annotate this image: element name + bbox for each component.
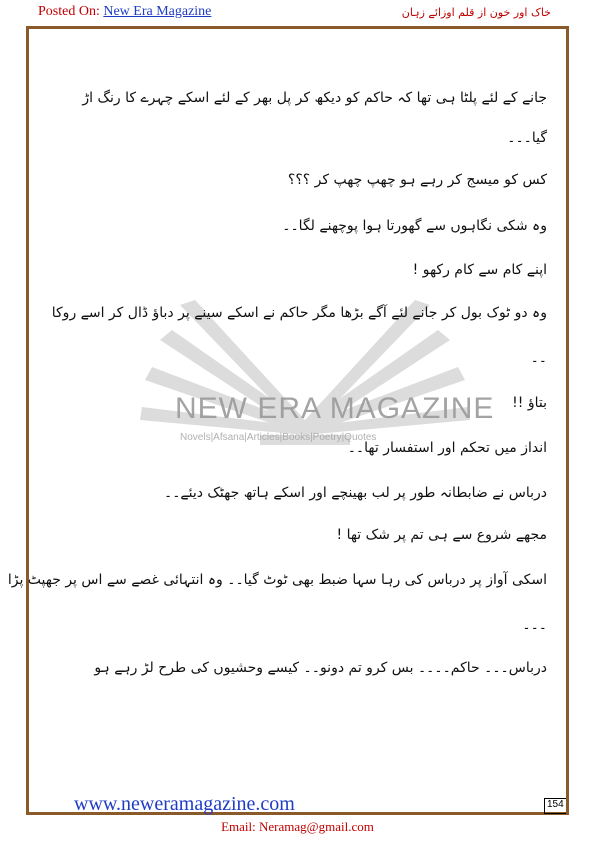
story-line: وہ شکی نگاہوں سے گھورتا ہوا پوچھنے لگا۔۔ bbox=[282, 218, 547, 234]
contact-email[interactable]: Email: Neramag@gmail.com bbox=[221, 819, 374, 834]
story-line: انداز میں تحکم اور استفسار تھا۔۔ bbox=[347, 440, 547, 456]
story-line: مجھے شروع سے ہی تم پر شک تھا ! bbox=[336, 527, 547, 543]
story-line: اپنے کام سے کام رکھو ! bbox=[412, 262, 547, 278]
story-line: اسکی آواز پر درباس کی رہا سہا ضبط بھی ٹوٹ گیا۔۔ وہ انتہائی غصے سے اس پر جھپٹ پڑا bbox=[7, 572, 547, 588]
story-line: درباس۔۔۔ حاکم۔۔۔۔ بس کرو تم دونو۔۔ کیسے وحشیوں کی طرح لڑ رہے ہو bbox=[94, 660, 547, 676]
story-line: جانے کے لئے پلٹا ہی تھا کہ حاکم کو دیکھ کر پل بھر کے لئے اسکے چہرے کا رنگ اڑ bbox=[82, 90, 547, 106]
story-line: بتاؤ !! bbox=[512, 395, 547, 411]
story-line: ۔۔ bbox=[530, 350, 547, 366]
watermark-subtitle: Novels|Afsana|Articles|Books|Poetry|Quotes bbox=[180, 432, 377, 443]
page-number: 154 bbox=[544, 798, 566, 814]
website-link[interactable]: www.neweramagazine.com bbox=[74, 793, 295, 815]
novel-title: خاک اور خون از قلم اوزائے زہان bbox=[401, 6, 551, 19]
posted-on-header bbox=[38, 4, 211, 20]
magazine-link[interactable]: New Era Magazine bbox=[103, 4, 212, 19]
story-line: گیا۔۔۔ bbox=[507, 130, 547, 146]
posted-on-label: Posted On: bbox=[38, 4, 100, 19]
watermark-title: NEW ERA MAGAZINE bbox=[175, 392, 495, 425]
story-line: وہ دو ٹوک بول کر جانے لئے آگے بڑھا مگر حاکم نے اسکے سینے پر دباؤ ڈال کر اسے روکا bbox=[51, 305, 547, 321]
story-line: کس کو میسج کر رہے ہو چھپ چھپ کر ؟؟؟ bbox=[287, 172, 547, 188]
story-line: ۔۔۔ bbox=[522, 617, 547, 633]
story-line: درباس نے ضابطانہ طور پر لب بھینچے اور اسکے ہاتھ جھٹک دیئے۔۔ bbox=[163, 485, 547, 501]
